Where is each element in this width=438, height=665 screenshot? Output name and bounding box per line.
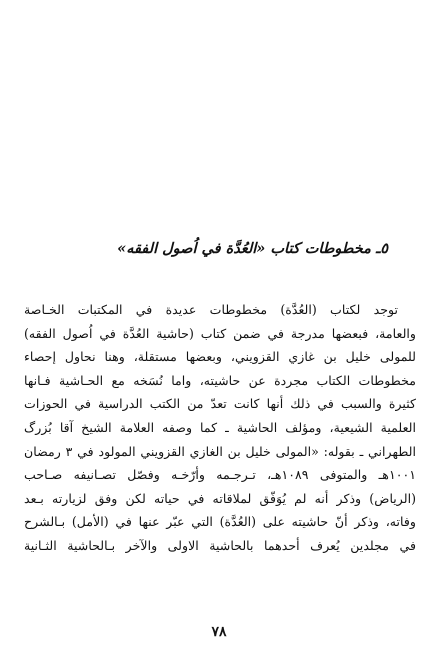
text-line: الطهراني ـ بقوله: «المولى خليل بن الغازي القزويني المولود في ٣ رمضان — [24, 443, 416, 459]
text-line: في مجلدين يُعرف أحدهما بالحاشية الاولى والآخر بـالحاشية الثـانية — [24, 537, 416, 553]
text-line: وفاته، وذكر أنّ حاشيته على (العُدَّة) التي عبّر عنها في (الأمل) بـالشرح — [24, 514, 416, 530]
text-line: كثيرة والسبب في ذلك أنها كانت تعدّ من الكتب الدراسية في الحوزات — [24, 396, 416, 412]
text-line: توجد لكتاب (العُدَّة) مخطوطات عديدة في المكتبات الخـاصة — [24, 302, 398, 317]
text-line: والعامة، فبعضها مدرجة في ضمن كتاب (حاشية العُدَّة في اُصول الفقه) — [24, 325, 416, 341]
text-line: العلمية الشيعية، ومؤلف الحاشية ـ كما وصفه العلامة الشيخ آقا بُزرگ — [24, 419, 416, 435]
text-line: للمولى خليل بن غازي القزويني، وبعضها مستقلة، وهنا نحاول إحصاء — [24, 349, 416, 365]
text-line: (الرياض) وذكر أنه لم يُوَفّق لملاقاته في حياته لكن وفق لزيارته بـعد — [24, 490, 416, 506]
text-line: ١٠٠١هـ والمتوفى ١٠٨٩هـ، تـرجـمه وأرّخـه وفصّل تصـانيفه صـاحب — [24, 467, 416, 483]
text-line: مخطوطات الكتاب مجردة عن حاشيته، واما نُسَخه مع الحـاشية فـانها — [24, 372, 416, 388]
body-paragraph — [24, 298, 416, 558]
page-number: ٧٨ — [211, 624, 227, 640]
section-heading: ٥ـ مخطوطات كتاب «العُدَّة في اُصول الفقه» — [117, 240, 388, 257]
